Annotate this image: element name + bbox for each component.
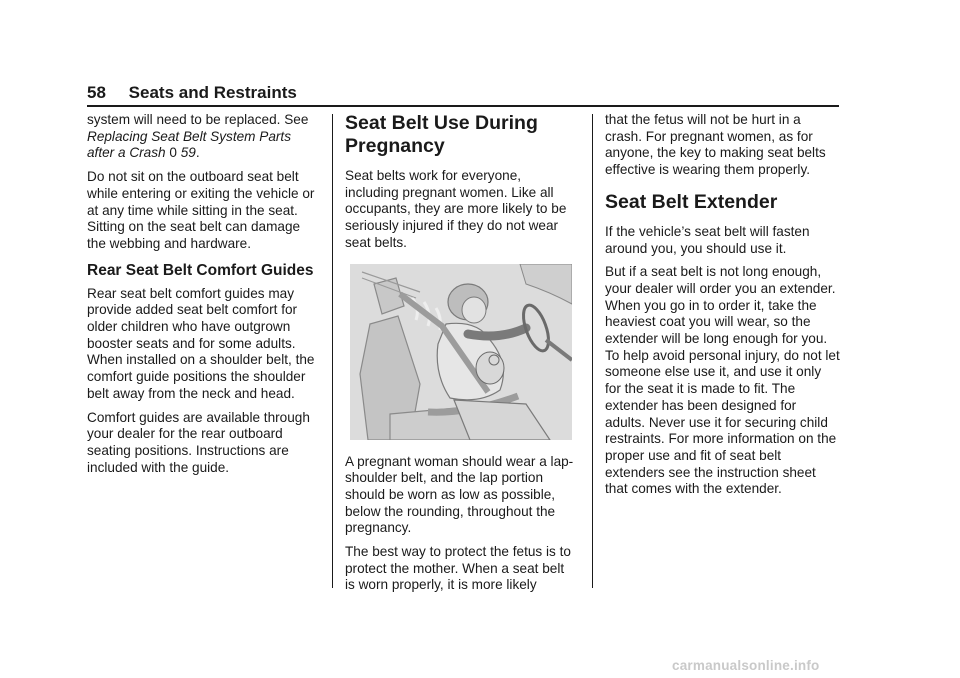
paragraph: Seat belts work for everyone, including pregnant women. Like all occupants, they are more likely to be seriously injured if they do not wear seat belts. [345,168,567,250]
column-3 [605,112,840,505]
paragraph: that the fetus will not be hurt in a crash. For pregnant women, as for anyone, the key to making seat belts effective is wearing them properly. [605,112,826,178]
section-title: Seats and Restraints [128,83,297,102]
watermark: carmanualsonline.info [672,658,820,673]
cross-reference-link[interactable]: Replacing Seat Belt System Parts after a Crash [87,128,291,161]
face [462,297,486,323]
page-ref[interactable]: 59 [180,145,196,161]
page-ref-arrow-icon: 0 [169,145,177,161]
illustration-icon [350,264,572,440]
heading-seat-belt-extender: Seat Belt Extender [605,190,778,213]
paragraph: If the vehicle’s seat belt will fasten around you, you should use it. [605,223,810,256]
column-divider [592,114,593,588]
paragraph: The best way to protect the fetus is to protect the mother. When a seat belt is worn properly, it is more likely [345,544,571,593]
heading-pregnancy: Seat Belt Use During Pregnancy [345,112,538,157]
page-header [87,82,839,107]
paragraph: But if a seat belt is not long enough, your dealer will order you an extender. When you go in to order it, take the heaviest coat you will wear, so the extender will be long enough for you. To help avoid personal injury, do not let someone else use it, and use it only for the seat it is made to fit. The extender has been designed for adults. Never use it for securing child restraints. For more information on the proper use and fit of seat belt extenders see the instruction sheet that comes with the extender. [605,264,840,497]
paragraph: A pregnant woman should wear a lap-shoulder belt, and the lap portion should be worn as low as possible, below the rounding, throughout the pregnancy. [345,453,574,536]
column-divider [332,114,333,588]
paragraph: Rear seat belt comfort guides may provide added seat belt comfort for older children who have outgrown booster seats and for some adults. When installed on a shoulder belt, the comfort guide positions the shoulder belt away from the neck and head. [87,285,315,401]
column-2 [345,112,577,601]
heading-rear-comfort-guides: Rear Seat Belt Comfort Guides [87,261,314,279]
paragraph: system will need to be replaced. See Replacing Seat Belt System Parts after a Crash 0 59. [87,112,309,161]
pregnant-woman-seat-belt-illustration [350,264,572,440]
page-number: 58 [87,83,106,102]
paragraph: Do not sit on the outboard seat belt while entering or exiting the vehicle or at any time while sitting in the seat. Sitting on the seat belt can damage the webbing and hardware. [87,169,315,251]
column-1 [87,112,319,483]
paragraph: Comfort guides are available through your dealer for the rear outboard seating positions. Instructions are included with the guide. [87,409,310,475]
